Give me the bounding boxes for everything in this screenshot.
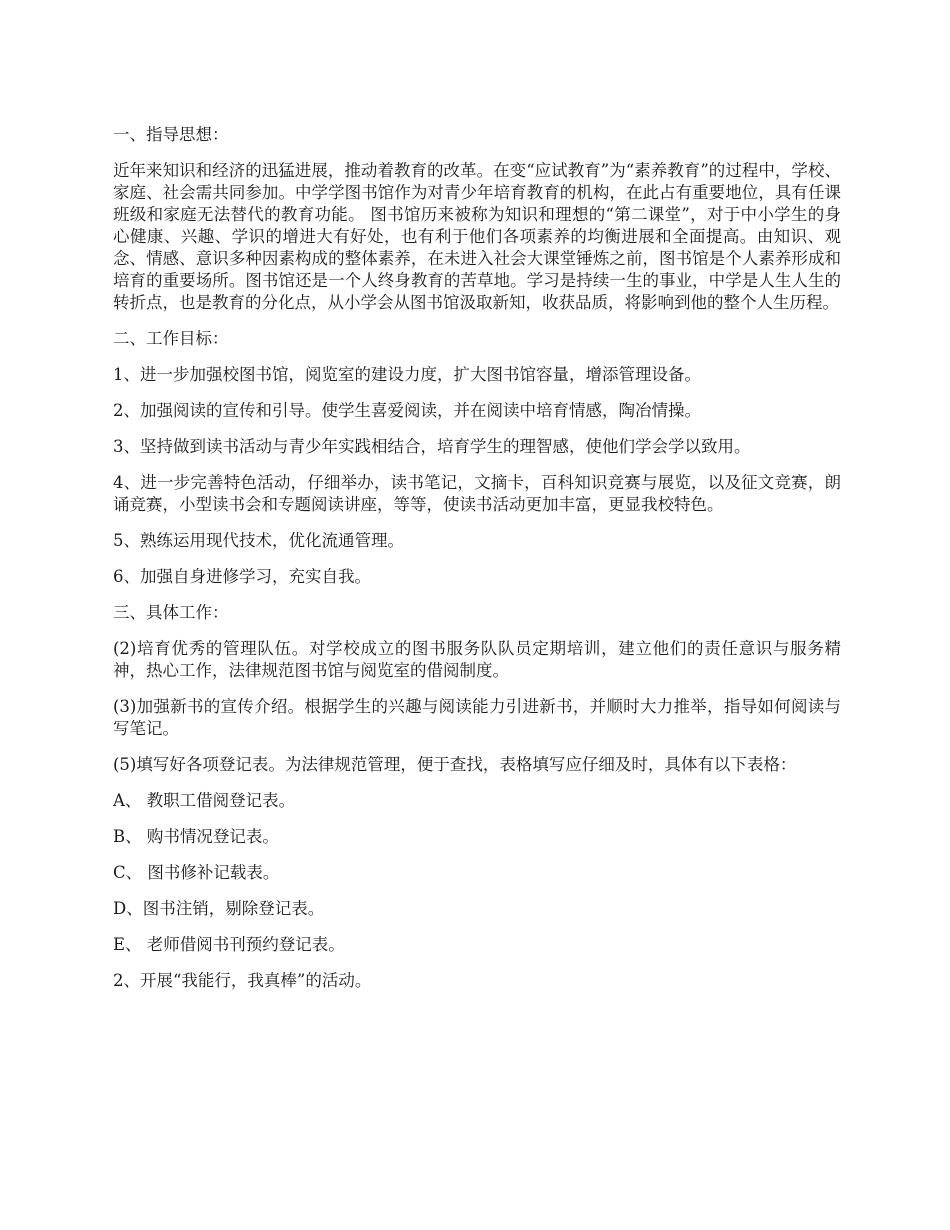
form-item-b: B、 购书情况登记表。 xyxy=(113,827,279,846)
work-item-5: (5)填写好各项登记表。为法律规范管理，便于查找，表格填写应仔细及时，具体有以下表格： xyxy=(113,755,797,774)
goal-item-3: 3、坚持做到读书活动与青少年实践相结合，培育学生的理智感，使他们学会学以致用。 xyxy=(113,437,751,456)
form-item-a: A、 教职工借阅登记表。 xyxy=(113,791,296,810)
form-item-c: C、 图书修补记载表。 xyxy=(113,863,280,882)
heading-work-goals: 二、工作目标： xyxy=(113,329,229,348)
document-page xyxy=(113,124,841,1006)
paragraph-guiding-thought: 近年来知识和经济的迅猛进展，推动着教育的改革。在变“应试教育”为“素养教育”的过程中，学校、家庭、社会需共同参加。中学学图书馆作为对青少年培育教育的机构，在此占有重要地位，具有任课班级和家庭无法替代的教育功能。 图书馆历来被称为知识和理想的“第二课堂”，对于中小学生的身心健康、兴趣、学识的增进大有好处，也有利于他们各项素养的均衡进展和全面提高。由知识、观念、情感、意识多种因素构成的整体素养，在未进入社会大课堂锤炼之前，图书馆是个人素养形成和培育的重要场所。图书馆还是一个人终身教育的苦草地。学习是持续一生的事业，中学是人生人生的转折点，也是教育的分化点，从小学会从图书馆汲取新知，收获品质，将影响到他的整个人生历程。 xyxy=(113,161,841,312)
goal-item-5: 5、熟练运用现代技术，优化流通管理。 xyxy=(113,531,404,550)
work-item-3: (3)加强新书的宣传介绍。根据学生的兴趣与阅读能力引进新书，并顺时大力推举，指导如何阅读与写笔记。 xyxy=(113,697,841,738)
goal-item-2: 2、加强阅读的宣传和引导。使学生喜爱阅读，并在阅读中培育情感，陶冶情操。 xyxy=(113,401,701,420)
work-item-2: (2)培育优秀的管理队伍。对学校成立的图书服务队队员定期培训，建立他们的责任意识与服务精神，热心工作，法律规范图书馆与阅览室的借阅制度。 xyxy=(113,639,841,680)
activity-item-2: 2、开展“我能行，我真棒”的活动。 xyxy=(113,971,372,990)
form-item-e: E、 老师借阅书刊预约登记表。 xyxy=(113,935,345,954)
goal-item-1: 1、进一步加强校图书馆，阅览室的建设力度，扩大图书馆容量，增添管理设备。 xyxy=(113,365,701,384)
goal-item-4: 4、进一步完善特色活动，仔细举办，读书笔记，文摘卡，百科知识竞赛与展览，以及征文竞赛，朗诵竞赛，小型读书会和专题阅读讲座，等等，使读书活动更加丰富，更显我校特色。 xyxy=(113,473,841,514)
heading-guiding-thought: 一、指导思想： xyxy=(113,125,229,144)
goal-item-6: 6、加强自身进修学习，充实自我。 xyxy=(113,567,371,586)
heading-specific-work: 三、具体工作： xyxy=(113,603,229,622)
form-item-d: D、图书注销，剔除登记表。 xyxy=(113,899,325,918)
